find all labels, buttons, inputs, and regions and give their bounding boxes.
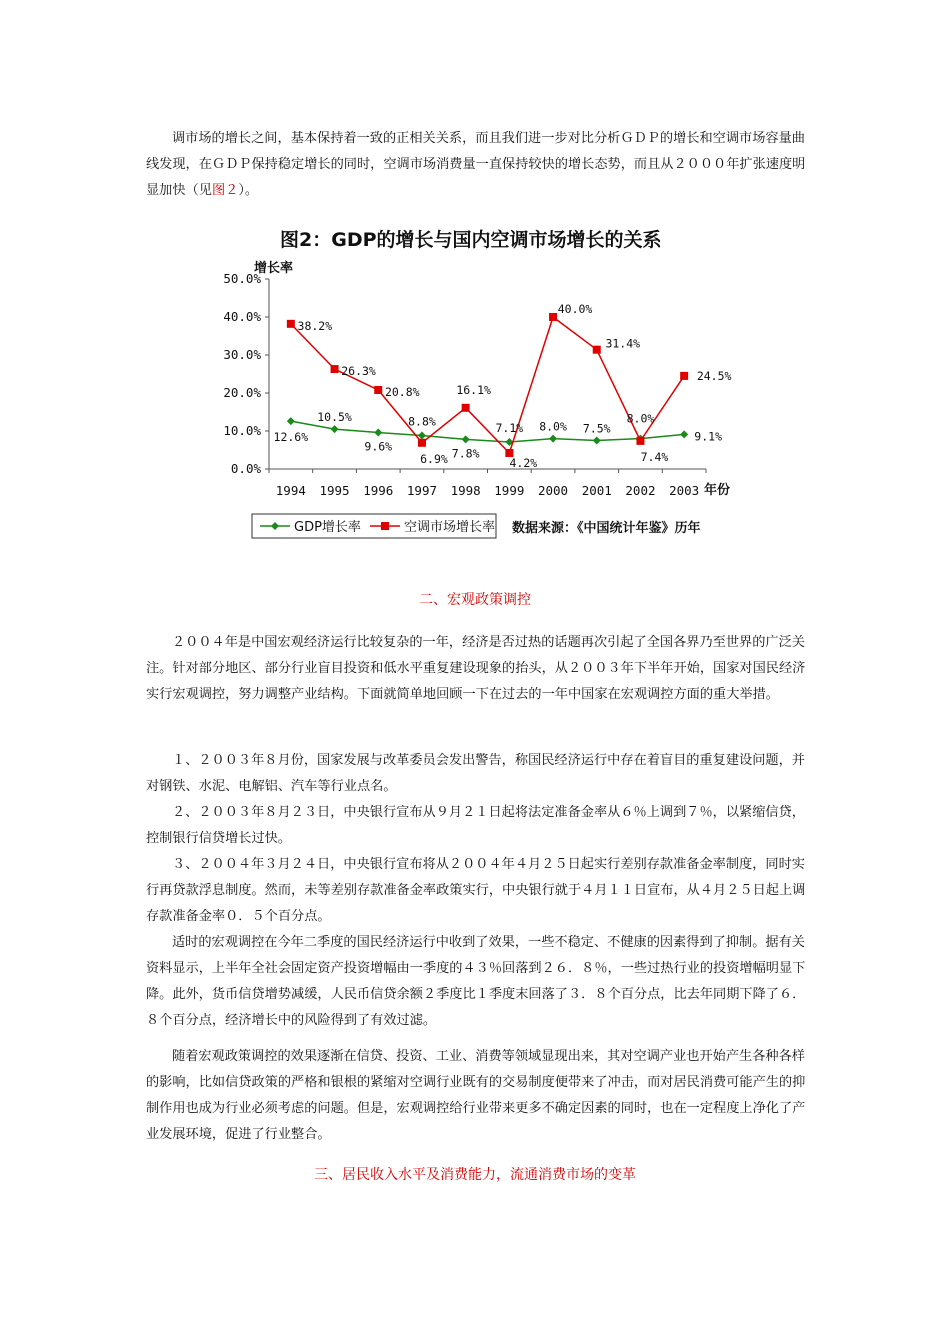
y-tick-label: 0.0% [230,461,261,476]
aircon-point [418,439,426,447]
aircon-data-label: 24.5% [696,368,732,383]
gdp-point [549,435,557,443]
x-tick-label: 1996 [363,483,394,498]
aircon-point [636,437,644,445]
intro-text: 调市场的增长之间，基本保持着一致的正相关关系，而且我们进一步对比分析ＧＤＰ的增长和空调市场容量曲线发现，在ＧＤＰ保持稳定增长的同时，空调市场消费量一直保持较快的增长态势，而且从２０００年扩张速度明显加快（见 [146,131,806,198]
aircon-point [331,365,339,373]
y-tick-label: 40.0% [223,309,261,324]
gdp-data-label: 8.8% [408,414,436,429]
section-2-closing [146,1044,816,1148]
gdp-data-label: 8.0% [626,411,655,426]
gdp-aircon-chart [223,222,750,552]
aircon-point [593,346,601,354]
legend-aircon-label: 空调市场增长率 [404,520,496,535]
x-tick-labels [276,483,699,498]
intro-paragraph [146,126,816,204]
aircon-data-label: 31.4% [605,336,641,351]
x-tick-label: 2001 [581,483,612,498]
x-tick-label: 1995 [319,483,350,498]
gdp-series-line [291,421,684,442]
legend-gdp-label: GDP增长率 [294,520,361,535]
aircon-data-label: 7.4% [640,449,669,464]
y-tick-label: 50.0% [223,271,261,286]
aircon-data-label: 20.8% [384,384,420,399]
gdp-point [680,430,688,438]
section-3-heading: 三、居民收入水平及消费能力，流通消费市场的变革 [314,1167,636,1183]
aircon-point [374,386,382,394]
y-tick-label: 30.0% [223,347,261,362]
policy-item-3: ３、２００４年３月２４日，中央银行宣布将从２００４年４月２５日起实行差别存款准备金率制度，同时实行再贷款浮息制度。然而，未等差别存款准备金率政策实行，中央银行就于４月１１日宣布，从４月２５日起上调存款准备金率０．５个百分点。 [146,857,806,924]
aircon-data-label: 16.1% [456,382,491,397]
section-2-paragraph: ２００４年是中国宏观经济运行比较复杂的一年，经济是否过热的话题再次引起了全国各界乃至世界的广泛关注。针对部分地区、部分行业盲目投资和低水平重复建设现象的抬头，从２００３年下半年开始，国家对国民经济实行宏观调控，努力调整产业结构。下面就简单地回顾一下在过去的一年中国家在宏观调控方面的重大举措。 [146,635,806,702]
aircon-data-label: 4.2% [509,456,538,471]
gdp-data-label: 12.6% [273,430,309,445]
y-axis-label: 增长率 [254,261,294,276]
chart-data-labels [274,302,732,470]
figure-reference-link[interactable]: 图２ [211,183,239,198]
y-tick-label: 10.0% [223,423,261,438]
aircon-data-label: 40.0% [557,302,593,316]
x-tick-label: 1998 [450,483,481,498]
gdp-point [593,437,601,445]
aircon-point [549,313,557,321]
aircon-data-label: 38.2% [297,318,333,333]
gdp-point [374,429,382,437]
x-tick-label: 1999 [494,483,525,498]
gdp-data-label: 7.1% [495,421,524,436]
x-tick-label: 2000 [537,483,569,498]
aircon-point [287,320,295,328]
chart-source: 数据来源：《中国统计年鉴》历年 [512,521,701,536]
x-tick-label: 2002 [625,483,656,498]
gdp-data-label: 7.8% [451,446,480,461]
aircon-point [680,372,688,380]
aircon-data-label: 26.3% [341,364,376,379]
gdp-data-label: 7.5% [582,421,611,436]
aircon-data-label: 6.9% [420,451,448,466]
gdp-data-label: 8.0% [539,419,567,434]
x-axis-label: 年份 [704,483,731,498]
x-tick-label: 1994 [275,483,306,498]
y-tick-label: 20.0% [223,385,261,400]
gdp-data-label: 10.5% [317,410,352,425]
gdp-data-label: 9.6% [364,439,393,454]
y-tick-labels [223,271,261,476]
section-2-items [146,748,816,1034]
policy-item-2: ２、２００３年８月２３日，中央银行宣布从９月２１日起将法定准备金率从６％上调到７％，以紧缩信贷，控制银行信贷增长过快。 [146,805,805,846]
x-tick-label: 2003 [669,483,700,498]
intro-text-end: ）。 [238,183,259,198]
chart-legend [252,514,496,538]
policy-item-1: １、２００３年８月份，国家发展与改革委员会发出警告，称国民经济运行中存在着盲目的重复建设问题，并对钢铁、水泥、电解铝、汽车等行业点名。 [146,753,805,794]
gdp-point [462,435,470,443]
closing-paragraph: 随着宏观政策调控的效果逐渐在信贷、投资、工业、消费等领域显现出来，其对空调产业也开始产生各种各样的影响，比如信贷政策的严格和银根的紧缩对空调行业既有的交易制度便带来了冲击，而对居民消费可能产生的抑制作用也成为行业必须考虑的问题。但是，宏观调控给行业带来更多不确定因素的同时，也在一定程度上净化了产业发展环境，促进了行业整合。 [146,1049,806,1142]
policy-effect-paragraph: 适时的宏观调控在今年二季度的国民经济运行中收到了效果，一些不稳定、不健康的因素得到了抑制。据有关资料显示，上半年全社会固定资产投资增幅由一季度的４３％回落到２６．８％，一些过热行业的投资增幅明显下降。此外，货币信贷增势减缓，人民币信贷余额２季度比１季度末回落了３．８个百分点，比去年同期下降了６．８个百分点，经济增长中的风险得到了有效过滤。 [146,935,806,1028]
gdp-data-label: 9.1% [694,429,723,444]
x-tick-label: 1997 [406,483,438,498]
gdp-point [331,425,339,433]
section-2-heading: 二、宏观政策调控 [419,592,531,608]
section-2-intro [146,630,816,708]
chart-title: 图2：GDP的增长与国内空调市场增长的关系 [280,229,662,251]
gdp-point [287,417,295,425]
legend-aircon-marker [381,522,389,530]
aircon-point [462,404,470,412]
